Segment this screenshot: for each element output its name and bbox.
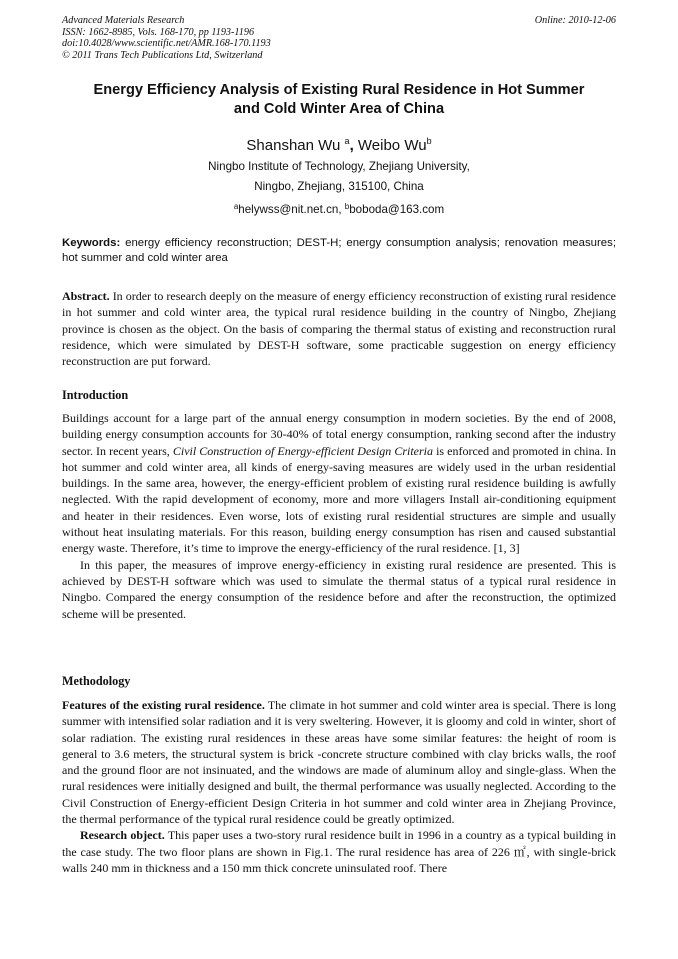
methodology-body <box>62 697 616 876</box>
author-superscript: a <box>344 136 350 146</box>
keywords <box>62 236 616 265</box>
abstract-label: Abstract. <box>62 289 110 303</box>
email-link[interactable]: helywss@nit.net.cn, <box>238 203 342 216</box>
italic-citation: Civil Construction of Energy-efficient Design Criteria <box>172 443 433 458</box>
abstract <box>62 288 616 369</box>
email-superscript: b <box>344 202 350 211</box>
section-heading-methodology: Methodology <box>62 674 131 688</box>
email-superscript: a <box>233 202 239 211</box>
online-date: Online: 2010-12-06 <box>534 15 616 26</box>
author-list <box>62 131 616 156</box>
journal-copyright: © 2011 Trans Tech Publications Ltd, Switzerland <box>62 49 263 61</box>
section-heading-introduction: Introduction <box>62 388 129 402</box>
paragraph: Features of the existing rural residence. The climate in hot summer and cold winter area is special. There is long summer with intensified solar radiation and it is very sweltering. However, it is gloomy and cold in winter, short of solar radiation. The existing rural residences in these areas have some similar features: the height of room is general to 3.6 meters, the structural system is brick -concrete structure combined with clay bricks walls, the roof and the ground floor are not insinuated, and the windows are made of aluminum alloy and single-glass. When the rural residences were initially designed and built, the thermal performance was usually neglected. According to the Civil Construction of Energy-efficient Design Criteria in hot summer and cold winter area in Zhejiang Province, the thermal performance of the typical rural residence could be greatly optimized. <box>62 698 616 827</box>
paragraph: Research object. This paper uses a two-story rural residence built in 1996 in a country as a typical building in the case study. The two floor plans are shown in Fig.1. The rural residence has area of 226 ㎡, with single-brick walls 240 mm in thickness and a 150 mm thick concrete uninsulated roof. There <box>62 828 616 875</box>
author-emails <box>62 200 616 217</box>
journal-name: Advanced Materials Research <box>62 15 185 26</box>
keywords-label: Keywords: <box>62 237 121 249</box>
email-link[interactable]: boboda@163.com <box>349 203 445 216</box>
title-line-2: and Cold Winter Area of China <box>233 101 445 117</box>
paragraph: In this paper, the measures of improve energy-efficiency in existing rural residence are presented. This is achieved by DEST-H software which was used to simulate the thermal status of a typical rural residence in Ningbo. Compared the energy consumption of the residence before and after the reconstruction, the optimized scheme will be presented. <box>62 557 616 621</box>
paragraph-lead: Features of the existing rural residence. <box>62 698 265 712</box>
paragraph: Buildings account for a large part of the annual energy consumption in modern societies. By the end of 2008, building energy consumption accounts for 30-40% of total energy consumption, ranking second after the industry sector. In recent years, Civil Construction of Energy-efficient Design Criteria is enforced and promoted in china. In hot summer and cold winter area, all kinds of energy-saving measures are widely used in the urban residential buildings. In the same area, however, the energy-efficient problem of existing rural residence building is awfully neglected. With the rapid development of economy, more and more villagers Install air-conditioning equipment and heater in their residences. Even worse, lots of existing rural residential structures are simple and usually without heat insulating materials. For this reason, building energy consumption has risen and caused substantial energy waste. Therefore, it’s time to improve the energy-efficiency of the rural residence. [1, 3] <box>62 411 617 556</box>
title-line-1: Energy Efficiency Analysis of Existing Rural Residence in Hot Summer <box>93 82 585 98</box>
journal-doi: doi:10.4028/www.scientific.net/AMR.168-170.1193 <box>62 38 271 50</box>
author-superscript: b <box>426 136 432 146</box>
paragraph-lead: Research object. <box>80 828 165 843</box>
journal-issn: ISSN: 1662-8985, Vols. 168-170, pp 1193-1196 <box>62 26 255 38</box>
affiliation-line-2: Ningbo, Zhejiang, 315100, China <box>254 180 424 193</box>
affiliation-line-1: Ningbo Institute of Technology, Zhejiang University, <box>208 160 470 173</box>
author-separator: , <box>349 137 354 154</box>
author-name: Shanshan Wu <box>246 137 341 154</box>
author-name: Weibo Wu <box>357 137 427 154</box>
abstract-text: In order to research deeply on the measure of energy efficiency reconstruction of existing rural residence in hot summer and cold winter area, the typical rural residence building in the country of Ningbo, Zhejiang province is chosen as the object. On the basis of comparing the thermal status of existing and reconstruction rural residence, which were simulated by DEST-H software, some practicable suggestion on energy efficiency reconstruction are put forward. <box>62 289 617 369</box>
introduction-body <box>62 410 616 622</box>
journal-info <box>62 15 271 61</box>
paper-title <box>62 81 616 119</box>
keywords-text: energy efficiency reconstruction; DEST-H; energy consumption analysis; renovation measures; hot summer and cold winter area <box>62 237 616 264</box>
